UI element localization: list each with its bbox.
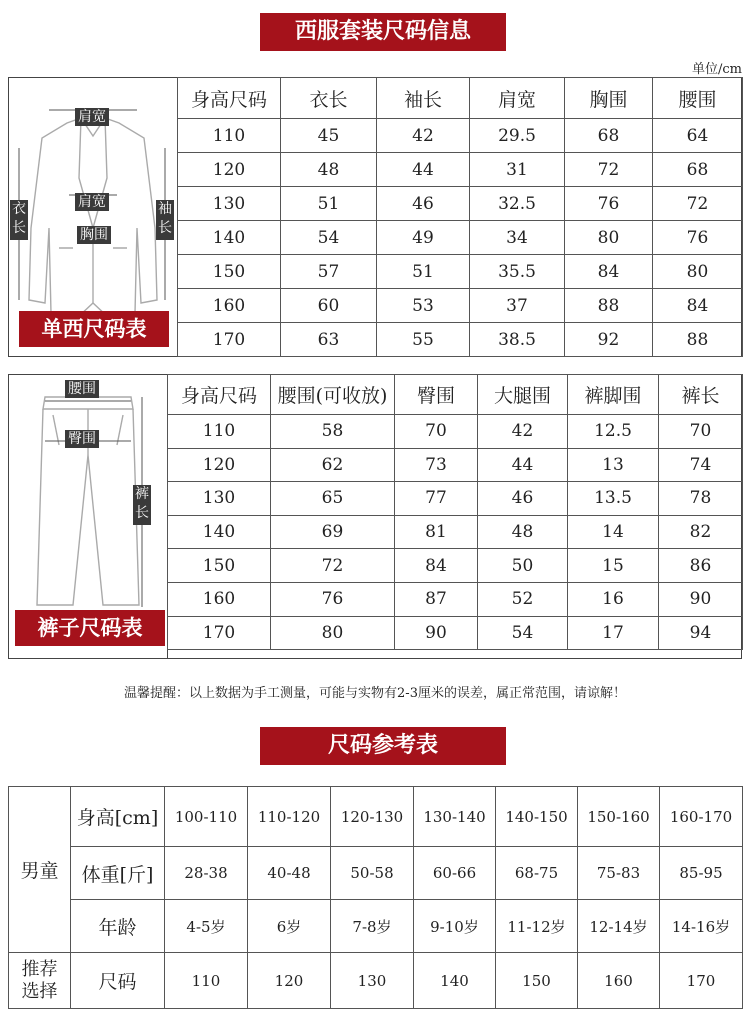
table-cell: 72 (271, 549, 395, 583)
table-cell: 17 (568, 616, 659, 650)
reference-row (9, 900, 743, 953)
table-row (168, 515, 743, 549)
reference-row (9, 847, 743, 900)
table-cell: 88 (653, 323, 743, 357)
column-header: 肩宽 (470, 78, 565, 119)
table-cell: 37 (470, 289, 565, 323)
table-row (178, 221, 743, 255)
table-cell: 48 (281, 153, 377, 187)
reference-cell: 9-10岁 (414, 900, 496, 953)
pants-figure (9, 375, 168, 658)
table-row (178, 289, 743, 323)
length-tag: 衣长 (10, 200, 28, 240)
reference-cell: 11-12岁 (496, 900, 578, 953)
column-header: 裤长 (659, 375, 743, 415)
reference-cell: 130-140 (414, 787, 496, 847)
table-cell: 84 (395, 549, 478, 583)
table-cell: 63 (281, 323, 377, 357)
table-cell: 32.5 (470, 187, 565, 221)
reference-cell: 150 (496, 953, 578, 1009)
reference-cell: 14-16岁 (660, 900, 743, 953)
table-row (168, 448, 743, 482)
column-header: 袖长 (377, 78, 470, 119)
table-cell: 13.5 (568, 482, 659, 516)
recommend-cell: 推荐选择 (9, 953, 71, 1009)
table-cell: 130 (178, 187, 281, 221)
table-header-row (178, 78, 743, 119)
table-cell: 50 (478, 549, 568, 583)
table-row (168, 482, 743, 516)
table-cell: 110 (178, 119, 281, 153)
pants-size-label: 裤子尺码表 (15, 610, 165, 646)
table-cell: 120 (168, 448, 271, 482)
shoulder-tag-top: 肩宽 (75, 108, 109, 126)
table-cell: 78 (659, 482, 743, 516)
pants-size-section (8, 374, 742, 659)
table-cell: 58 (271, 415, 395, 449)
reference-cell: 60-66 (414, 847, 496, 900)
table-cell: 80 (565, 221, 653, 255)
reference-cell: 4-5岁 (165, 900, 248, 953)
table-cell: 55 (377, 323, 470, 357)
reference-cell: 140-150 (496, 787, 578, 847)
column-header: 裤脚围 (568, 375, 659, 415)
reference-cell: 170 (660, 953, 743, 1009)
table-cell: 160 (168, 582, 271, 616)
pants-size-table (167, 374, 743, 650)
reference-row-label: 体重[斤] (71, 847, 165, 900)
table-cell: 60 (281, 289, 377, 323)
reference-cell: 140 (414, 953, 496, 1009)
column-header: 腰围(可收放) (271, 375, 395, 415)
table-cell: 87 (395, 582, 478, 616)
reference-cell: 110-120 (248, 787, 331, 847)
table-cell: 51 (281, 187, 377, 221)
table-cell: 90 (395, 616, 478, 650)
hip-tag: 臀围 (65, 430, 99, 448)
table-cell: 92 (565, 323, 653, 357)
reference-cell: 100-110 (165, 787, 248, 847)
reference-cell: 150-160 (578, 787, 660, 847)
table-cell: 57 (281, 255, 377, 289)
table-cell: 77 (395, 482, 478, 516)
table-cell: 74 (659, 448, 743, 482)
suit-size-table (177, 77, 743, 357)
table-cell: 29.5 (470, 119, 565, 153)
table-cell: 150 (178, 255, 281, 289)
column-header: 胸围 (565, 78, 653, 119)
table-cell: 76 (565, 187, 653, 221)
reference-cell: 68-75 (496, 847, 578, 900)
table-cell: 44 (478, 448, 568, 482)
title-banner (260, 13, 506, 51)
table-cell: 46 (478, 482, 568, 516)
suit-size-section (8, 77, 742, 357)
reference-cell: 7-8岁 (331, 900, 414, 953)
table-cell: 170 (168, 616, 271, 650)
table-cell: 52 (478, 582, 568, 616)
reference-row (9, 787, 743, 847)
table-header-row (168, 375, 743, 415)
table-cell: 70 (659, 415, 743, 449)
column-header: 大腿围 (478, 375, 568, 415)
table-row (168, 582, 743, 616)
column-header: 腰围 (653, 78, 743, 119)
title-text: 西服套装尺码信息 (294, 19, 471, 44)
table-cell: 84 (565, 255, 653, 289)
table-cell: 70 (395, 415, 478, 449)
reference-table (8, 786, 743, 1009)
table-cell: 73 (395, 448, 478, 482)
table-cell: 150 (168, 549, 271, 583)
table-cell: 44 (377, 153, 470, 187)
table-cell: 72 (653, 187, 743, 221)
chest-tag: 胸围 (77, 226, 111, 244)
table-cell: 160 (178, 289, 281, 323)
reference-cell: 120 (248, 953, 331, 1009)
reference-cell: 28-38 (165, 847, 248, 900)
sleeve-tag: 袖长 (156, 200, 174, 240)
table-row (178, 323, 743, 357)
table-row (168, 415, 743, 449)
table-cell: 54 (281, 221, 377, 255)
table-cell: 51 (377, 255, 470, 289)
table-cell: 38.5 (470, 323, 565, 357)
table-cell: 53 (377, 289, 470, 323)
table-cell: 34 (470, 221, 565, 255)
table-cell: 15 (568, 549, 659, 583)
reference-row-label: 年龄 (71, 900, 165, 953)
table-cell: 65 (271, 482, 395, 516)
table-cell: 81 (395, 515, 478, 549)
table-cell: 54 (478, 616, 568, 650)
category-cell: 男童 (9, 787, 71, 953)
reference-cell: 85-95 (660, 847, 743, 900)
table-cell: 80 (653, 255, 743, 289)
reference-cell: 110 (165, 953, 248, 1009)
table-cell: 68 (653, 153, 743, 187)
column-header: 身高尺码 (178, 78, 281, 119)
table-cell: 86 (659, 549, 743, 583)
table-cell: 16 (568, 582, 659, 616)
table-cell: 130 (168, 482, 271, 516)
reference-cell: 120-130 (331, 787, 414, 847)
reference-banner-text: 尺码参考表 (327, 733, 438, 758)
table-row (168, 616, 743, 650)
table-cell: 94 (659, 616, 743, 650)
reference-cell: 160 (578, 953, 660, 1009)
reference-row-label: 身高[cm] (71, 787, 165, 847)
column-header: 臀围 (395, 375, 478, 415)
table-cell: 31 (470, 153, 565, 187)
table-cell: 69 (271, 515, 395, 549)
measurement-note: 温馨提醒：以上数据为手工测量，可能与实物有2-3厘米的误差，属正常范围，请谅解！ (124, 686, 626, 701)
table-cell: 72 (565, 153, 653, 187)
table-cell: 64 (653, 119, 743, 153)
column-header: 身高尺码 (168, 375, 271, 415)
column-header: 衣长 (281, 78, 377, 119)
reference-cell: 50-58 (331, 847, 414, 900)
unit-label: 单位/cm (692, 62, 742, 77)
waist-tag: 腰围 (65, 380, 99, 398)
table-cell: 80 (271, 616, 395, 650)
table-cell: 12.5 (568, 415, 659, 449)
table-cell: 82 (659, 515, 743, 549)
table-row (178, 255, 743, 289)
reference-cell: 6岁 (248, 900, 331, 953)
table-cell: 140 (178, 221, 281, 255)
pants-length-tag: 裤长 (133, 485, 151, 525)
reference-cell: 160-170 (660, 787, 743, 847)
table-cell: 68 (565, 119, 653, 153)
table-cell: 35.5 (470, 255, 565, 289)
table-row (168, 549, 743, 583)
table-cell: 48 (478, 515, 568, 549)
table-cell: 45 (281, 119, 377, 153)
shoulder-tag-mid: 肩宽 (75, 193, 109, 211)
table-cell: 90 (659, 582, 743, 616)
table-cell: 110 (168, 415, 271, 449)
reference-cell: 130 (331, 953, 414, 1009)
reference-row (9, 953, 743, 1009)
reference-cell: 12-14岁 (578, 900, 660, 953)
table-cell: 120 (178, 153, 281, 187)
reference-banner (260, 727, 506, 765)
reference-cell: 40-48 (248, 847, 331, 900)
table-cell: 84 (653, 289, 743, 323)
table-cell: 62 (271, 448, 395, 482)
suit-size-label: 单西尺码表 (19, 311, 169, 347)
table-cell: 42 (377, 119, 470, 153)
table-cell: 88 (565, 289, 653, 323)
table-row (178, 119, 743, 153)
table-cell: 76 (653, 221, 743, 255)
table-cell: 42 (478, 415, 568, 449)
table-cell: 76 (271, 582, 395, 616)
table-cell: 46 (377, 187, 470, 221)
table-cell: 49 (377, 221, 470, 255)
table-row (178, 153, 743, 187)
reference-cell: 75-83 (578, 847, 660, 900)
jacket-figure (9, 78, 178, 356)
table-row (178, 187, 743, 221)
reference-row-label: 尺码 (71, 953, 165, 1009)
table-cell: 170 (178, 323, 281, 357)
table-cell: 13 (568, 448, 659, 482)
table-cell: 140 (168, 515, 271, 549)
table-cell: 14 (568, 515, 659, 549)
